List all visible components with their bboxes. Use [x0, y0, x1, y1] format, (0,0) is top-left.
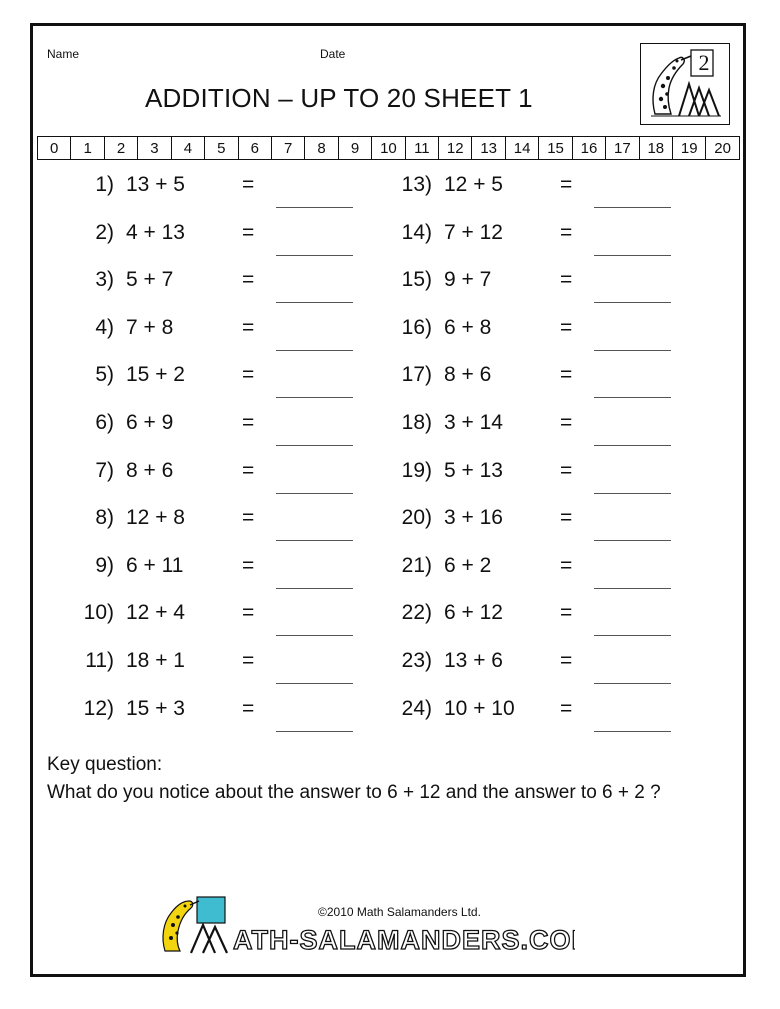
equals-sign: =: [242, 411, 255, 434]
grade-number: 2: [698, 50, 710, 75]
answer-blank[interactable]: [594, 540, 671, 541]
number-line-cell: 3: [138, 137, 171, 159]
number-line-cell: 8: [305, 137, 338, 159]
problem-expression: 5 + 7: [126, 268, 174, 292]
problem-number: 23): [401, 649, 432, 672]
answer-blank[interactable]: [594, 731, 671, 732]
problem-row: [354, 697, 684, 737]
date-label: Date: [320, 47, 346, 61]
number-line-cell: 15: [539, 137, 572, 159]
problem-expression: 12 + 4: [126, 601, 185, 625]
problem-number: 22): [401, 601, 432, 625]
answer-blank[interactable]: [594, 445, 671, 446]
problem-row: [36, 459, 366, 499]
problem-expression: 6 + 12: [444, 601, 503, 625]
answer-blank[interactable]: [594, 635, 671, 636]
number-line-cell: 6: [239, 137, 272, 159]
equals-sign: =: [242, 553, 255, 577]
answer-blank[interactable]: [594, 255, 671, 256]
equals-sign: =: [560, 363, 573, 387]
problem-expression: 4 + 13: [126, 220, 185, 244]
problem-number: 24): [401, 696, 432, 720]
problem-row: [354, 649, 684, 689]
equals-sign: =: [560, 173, 573, 196]
problem-row: [354, 411, 684, 451]
problem-number: 11): [85, 649, 114, 672]
answer-blank[interactable]: [276, 350, 353, 351]
equals-sign: =: [560, 553, 573, 577]
answer-blank[interactable]: [594, 493, 671, 494]
problem-expression: 6 + 2: [444, 553, 492, 577]
problem-number: 2): [95, 220, 114, 244]
answer-blank[interactable]: [276, 255, 353, 256]
problem-number: 19): [401, 458, 432, 482]
number-line-cell: 19: [673, 137, 706, 159]
problem-expression: 8 + 6: [444, 363, 492, 387]
answer-blank[interactable]: [276, 683, 353, 684]
problem-number: 1): [95, 173, 114, 196]
problem-row: [36, 506, 366, 546]
key-question-text: What do you notice about the answer to 6 + 12 and the answer to 6 + 2 ?: [47, 782, 661, 803]
equals-sign: =: [560, 220, 573, 244]
problem-number: 18): [401, 411, 432, 434]
number-line-cell: 4: [172, 137, 205, 159]
problem-row: [36, 411, 366, 451]
problem-expression: 6 + 9: [126, 411, 174, 434]
number-line-cell: 16: [573, 137, 606, 159]
number-line-cell: 13: [472, 137, 505, 159]
problem-expression: 15 + 3: [126, 696, 185, 720]
problem-row: [36, 649, 366, 689]
number-line-cell: 7: [272, 137, 305, 159]
problem-row: [354, 268, 684, 308]
answer-blank[interactable]: [276, 493, 353, 494]
problem-row: [36, 697, 366, 737]
number-line: [37, 136, 740, 160]
answer-blank[interactable]: [594, 683, 671, 684]
problem-number: 5): [95, 363, 114, 387]
problem-expression: 3 + 16: [444, 506, 503, 530]
problem-number: 16): [401, 315, 432, 339]
equals-sign: =: [560, 696, 573, 720]
copyright-text: ©2010 Math Salamanders Ltd.: [318, 905, 481, 919]
equals-sign: =: [560, 649, 573, 672]
problem-row: [36, 268, 366, 308]
problem-number: 3): [95, 268, 114, 292]
problem-row: [354, 459, 684, 499]
problem-expression: 12 + 8: [126, 506, 185, 530]
number-line-cell: 14: [506, 137, 539, 159]
equals-sign: =: [242, 696, 255, 720]
answer-blank[interactable]: [276, 302, 353, 303]
problem-number: 17): [401, 363, 432, 387]
problem-number: 10): [83, 601, 114, 625]
problem-number: 14): [401, 220, 432, 244]
problem-row: [36, 554, 366, 594]
salamander-footer-icon: [155, 893, 575, 955]
problem-expression: 6 + 8: [444, 315, 492, 339]
equals-sign: =: [242, 649, 255, 672]
problem-row: [36, 221, 366, 261]
problem-expression: 7 + 12: [444, 220, 503, 244]
equals-sign: =: [242, 506, 255, 530]
problem-expression: 8 + 6: [126, 458, 174, 482]
problem-number: 20): [401, 506, 432, 530]
number-line-cell: 2: [105, 137, 138, 159]
answer-blank[interactable]: [276, 731, 353, 732]
equals-sign: =: [560, 315, 573, 339]
key-question: [47, 751, 661, 807]
problem-number: 21): [401, 553, 432, 577]
answer-blank[interactable]: [276, 588, 353, 589]
problem-expression: 7 + 8: [126, 315, 174, 339]
equals-sign: =: [242, 601, 255, 625]
answer-blank[interactable]: [594, 302, 671, 303]
answer-blank[interactable]: [276, 635, 353, 636]
problem-row: [354, 173, 684, 213]
answer-blank[interactable]: [594, 588, 671, 589]
footer-logo: [155, 893, 575, 955]
answer-blank[interactable]: [594, 207, 671, 208]
problem-expression: 3 + 14: [444, 411, 503, 434]
grade-badge: [640, 43, 730, 125]
problem-row: [354, 363, 684, 403]
problem-expression: 6 + 11: [126, 553, 184, 577]
equals-sign: =: [242, 458, 255, 482]
problem-number: 8): [95, 506, 114, 530]
number-line-cell: 12: [439, 137, 472, 159]
problem-row: [36, 173, 366, 213]
number-line-cell: 11: [406, 137, 439, 159]
equals-sign: =: [242, 363, 255, 387]
number-line-cell: 0: [37, 137, 71, 159]
problem-expression: 12 + 5: [444, 173, 503, 196]
equals-sign: =: [560, 506, 573, 530]
page-title: ADDITION – UP TO 20 SHEET 1: [145, 83, 533, 113]
problem-number: 13): [401, 173, 432, 196]
problem-expression: 13 + 5: [126, 173, 185, 196]
number-line-cell: 17: [606, 137, 639, 159]
equals-sign: =: [560, 458, 573, 482]
footer-logo-text: ATH-SALAMANDERS.COM: [233, 925, 575, 955]
number-line-cell: 18: [640, 137, 673, 159]
answer-blank[interactable]: [276, 540, 353, 541]
problem-row: [354, 221, 684, 261]
answer-blank[interactable]: [594, 397, 671, 398]
problem-row: [36, 316, 366, 356]
problem-number: 7): [95, 458, 114, 482]
problem-number: 9): [95, 553, 114, 577]
problem-number: 6): [95, 411, 114, 434]
problem-row: [354, 601, 684, 641]
number-line-cell: 5: [205, 137, 238, 159]
equals-sign: =: [560, 601, 573, 625]
number-line-cell: 1: [71, 137, 104, 159]
problem-expression: 18 + 1: [126, 649, 185, 672]
answer-blank[interactable]: [276, 207, 353, 208]
problem-expression: 9 + 7: [444, 268, 492, 292]
answer-blank[interactable]: [276, 445, 353, 446]
problem-row: [36, 363, 366, 403]
problem-row: [354, 506, 684, 546]
problem-number: 12): [83, 696, 114, 720]
worksheet-border: [30, 23, 746, 977]
problem-expression: 15 + 2: [126, 363, 185, 387]
number-line-cell: 9: [339, 137, 372, 159]
answer-blank[interactable]: [276, 397, 353, 398]
equals-sign: =: [560, 411, 573, 434]
equals-sign: =: [242, 268, 255, 292]
key-question-heading: Key question:: [47, 754, 163, 775]
equals-sign: =: [242, 315, 255, 339]
problem-number: 15): [401, 268, 432, 292]
number-line-cell: 10: [372, 137, 405, 159]
problem-expression: 13 + 6: [444, 649, 503, 672]
equals-sign: =: [242, 173, 255, 196]
problem-row: [354, 316, 684, 356]
problem-row: [354, 554, 684, 594]
problem-row: [36, 601, 366, 641]
name-label: Name: [47, 47, 80, 61]
problem-expression: 5 + 13: [444, 458, 503, 482]
problem-expression: 10 + 10: [444, 696, 515, 720]
equals-sign: =: [560, 268, 573, 292]
answer-blank[interactable]: [594, 350, 671, 351]
equals-sign: =: [242, 220, 255, 244]
number-line-cell: 20: [706, 137, 739, 159]
problem-number: 4): [95, 315, 114, 339]
